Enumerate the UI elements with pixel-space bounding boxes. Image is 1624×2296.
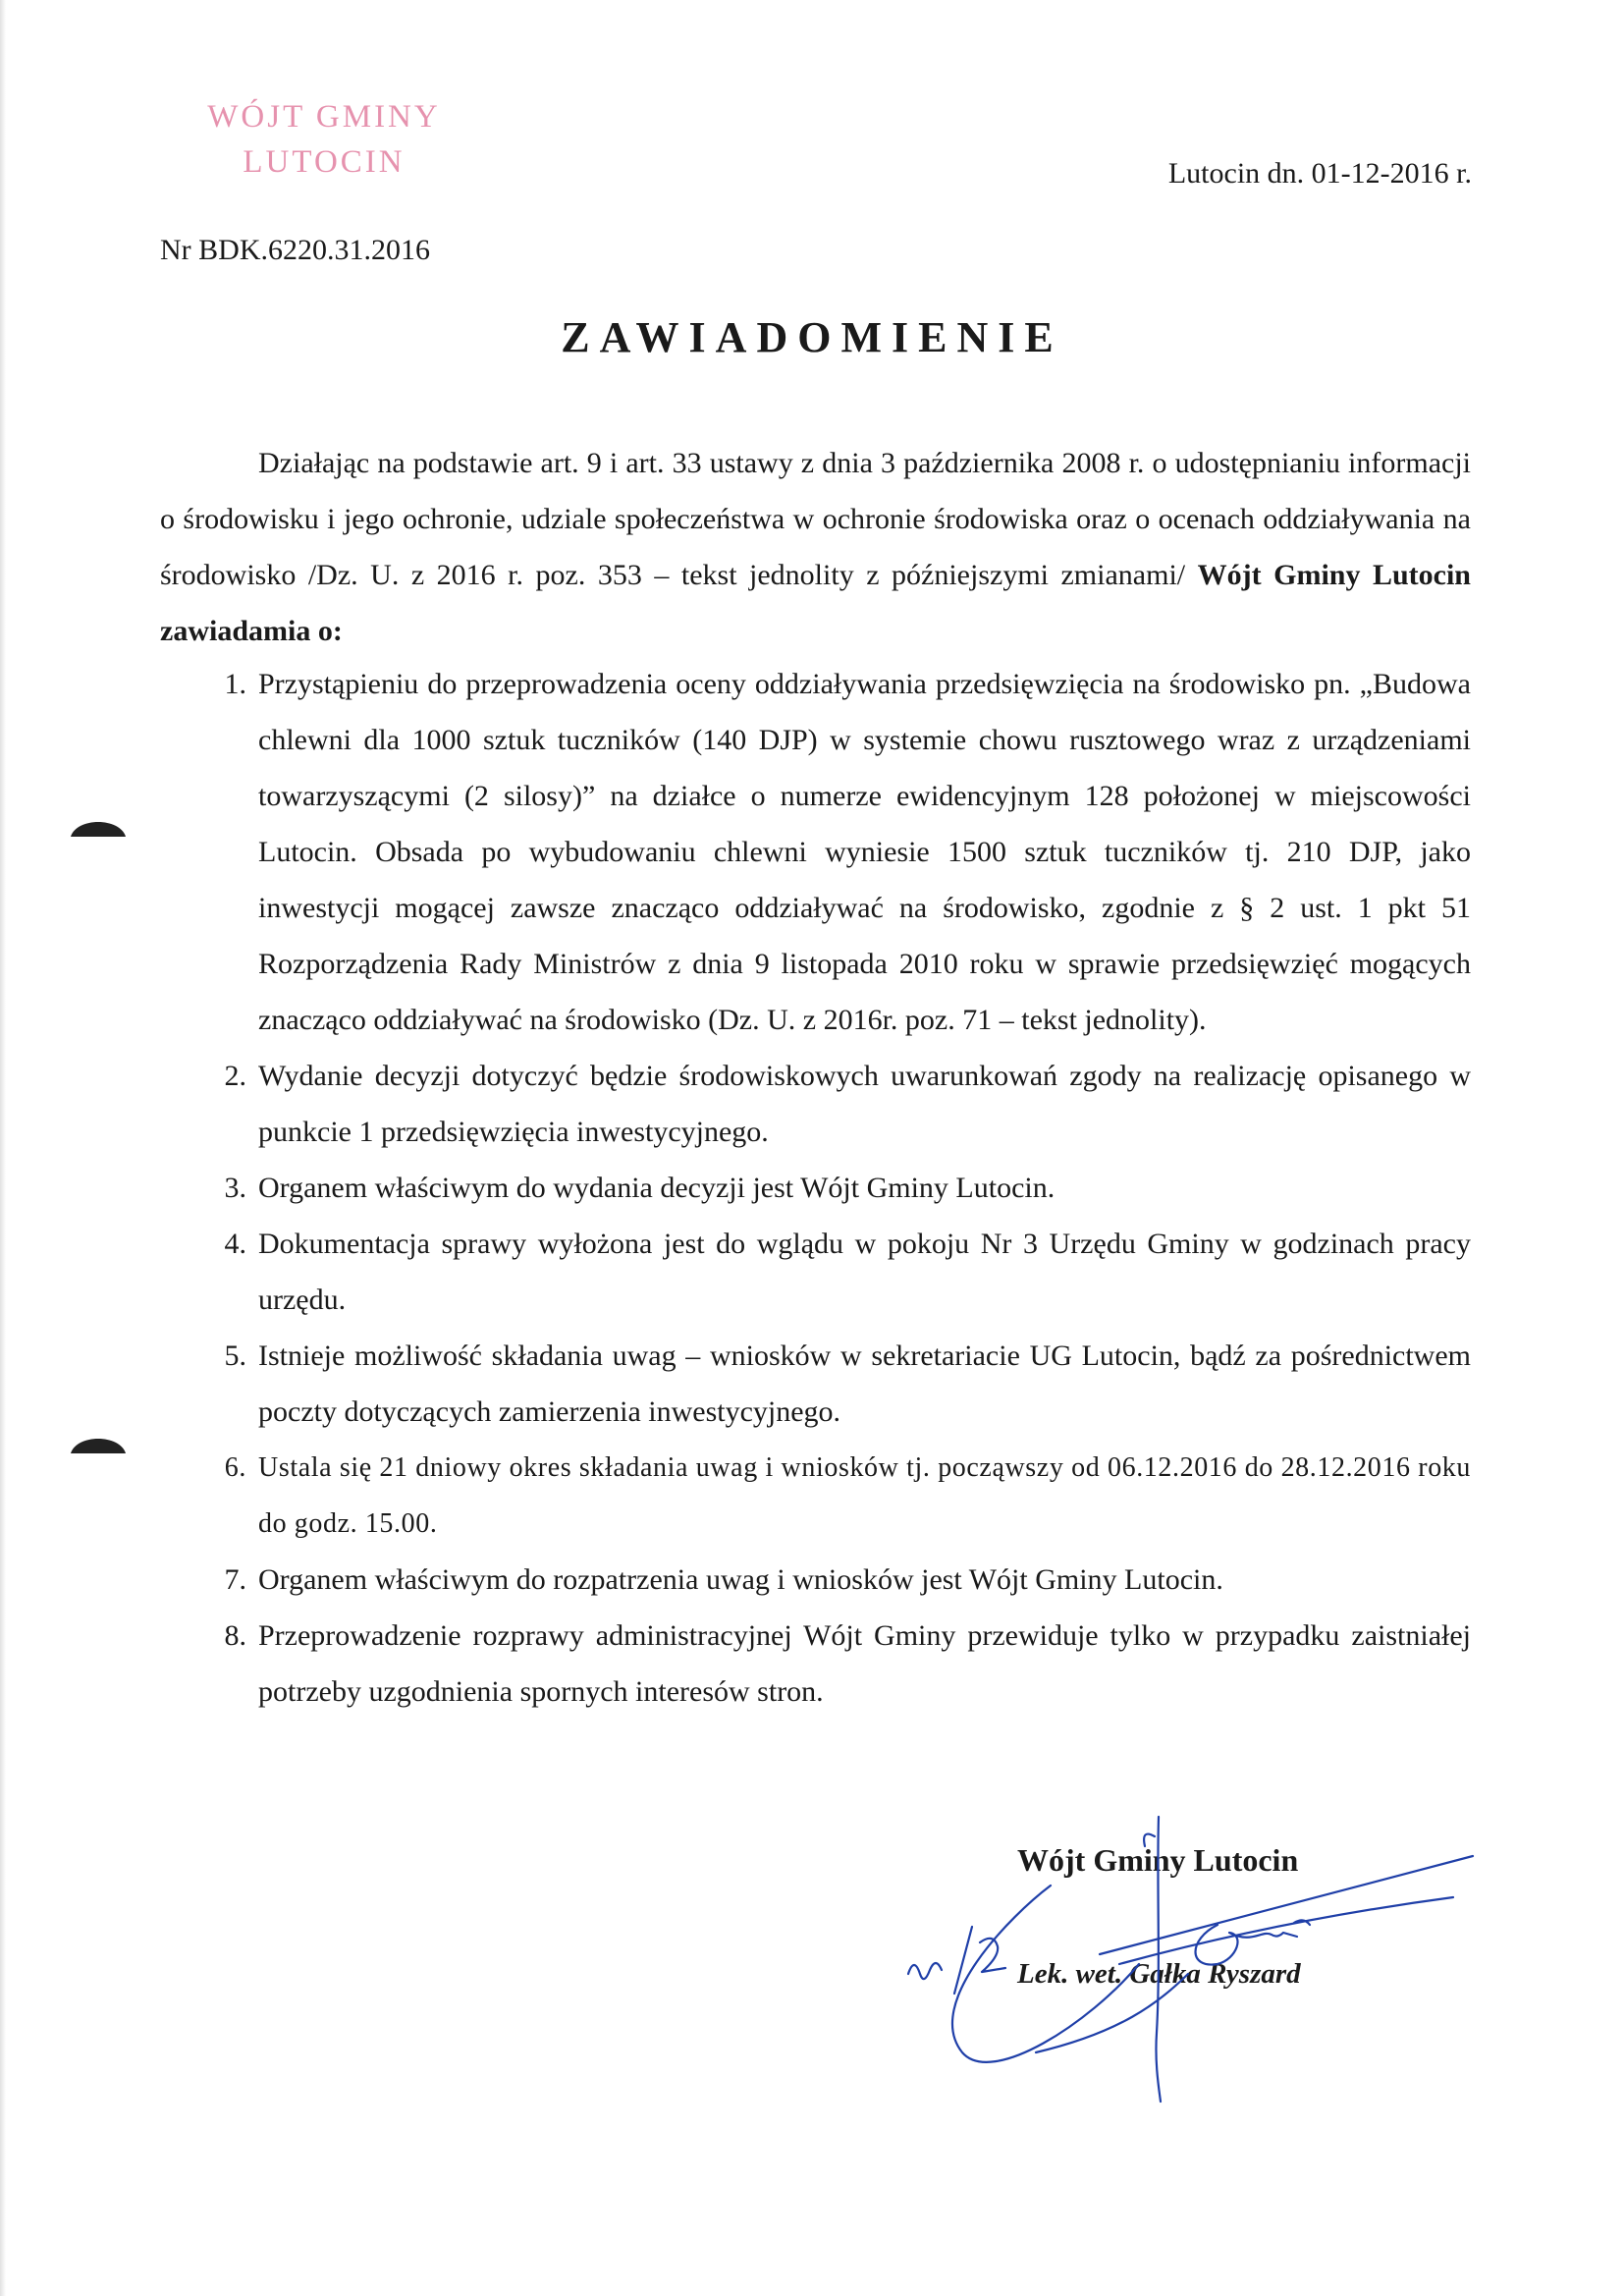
- intro-text: Działając na podstawie art. 9 i art. 33 ustawy z dnia 3 października 2008 r. o udostępnianiu informacji o środowisku i jego ochronie, udziale społeczeństwa w ochronie środowiska oraz o ocenach oddziaływania na środowisko /Dz. U. z 2016 r. poz. 353 – tekst jednolity z późniejszymi zmianami/: [160, 447, 1471, 591]
- item-number: 6.: [224, 1452, 246, 1483]
- list-item: [160, 1552, 1471, 1608]
- list-item: [160, 1048, 1471, 1160]
- item-text: Organem właściwym do wydania decyzji jest Wójt Gminy Lutocin.: [258, 1172, 1056, 1204]
- signatory-name: Lek. wet. Gałka Ryszard: [1017, 1958, 1301, 1990]
- intro-bold: Wójt Gminy Lutocin zawiadamia o:: [160, 559, 1471, 647]
- office-stamp: [157, 94, 491, 185]
- item-number: 4.: [224, 1228, 246, 1260]
- list-item: [160, 656, 1471, 1048]
- stamp-line-1: WÓJT GMINY: [207, 99, 441, 135]
- list-item: [160, 1216, 1471, 1328]
- reference-number: Nr BDK.6220.31.2016: [160, 234, 430, 266]
- item-number: 2.: [224, 1060, 246, 1092]
- notice-items-list: [160, 656, 1471, 1720]
- item-text: Organem właściwym do rozpatrzenia uwag i wniosków jest Wójt Gminy Lutocin.: [258, 1563, 1223, 1596]
- punch-hole-mark: [69, 813, 128, 839]
- item-number: 8.: [224, 1619, 246, 1652]
- list-item: [160, 1328, 1471, 1440]
- list-item: [160, 1608, 1471, 1720]
- item-text: Przystąpieniu do przeprowadzenia oceny oddziaływania przedsięwzięcia na środowisko pn. „Budowa chlewni dla 1000 sztuk tuczników (140 DJP) w systemie chowu rusztowego wraz z urządzeniami towarzyszącymi (2 silosy)” na działce o numerze ewidencyjnym 128 położonej w miejscowości Lutocin. Obsada po wybudowaniu chlewni wyniesie 1500 sztuk tuczników tj. 210 DJP, jako inwestycji mogącej zawsze znacząco oddziaływać na środowisko, zgodnie z § 2 ust. 1 pkt 51 Rozporządzenia Rady Ministrów z dnia 9 listopada 2010 roku w sprawie przedsięwzięć mogących znacząco oddziaływać na środowisko (Dz. U. z 2016r. poz. 71 – tekst jednolity).: [258, 668, 1471, 1036]
- document-title: ZAWIADOMIENIE: [561, 313, 1063, 361]
- item-number: 3.: [224, 1172, 246, 1204]
- item-number: 1.: [224, 668, 246, 700]
- item-text: Wydanie decyzji dotyczyć będzie środowiskowych uwarunkowań zgody na realizację opisanego w punkcie 1 przedsięwzięcia inwestycyjnego.: [258, 1060, 1471, 1148]
- signatory-title: Wójt Gminy Lutocin: [1017, 1842, 1299, 1878]
- item-number: 5.: [224, 1339, 246, 1372]
- item-number: 7.: [224, 1563, 246, 1596]
- item-text: Przeprowadzenie rozprawy administracyjnej Wójt Gminy przewiduje tylko w przypadku zaistniałej potrzeby uzgodnienia spornych interesów stron.: [258, 1619, 1471, 1708]
- list-item: [160, 1440, 1471, 1552]
- item-text: Dokumentacja sprawy wyłożona jest do wglądu w pokoju Nr 3 Urzędu Gminy w godzinach pracy urzędu.: [258, 1228, 1471, 1316]
- handwritten-signature: [864, 1807, 1492, 2111]
- document-date: Lutocin dn. 01-12-2016 r.: [1167, 157, 1472, 190]
- item-text: Istnieje możliwość składania uwag – wniosków w sekretariacie UG Lutocin, bądź za pośrednictwem poczty dotyczących zamierzenia inwestycyjnego.: [258, 1339, 1471, 1428]
- punch-hole-mark: [69, 1430, 128, 1455]
- stamp-line-2: LUTOCIN: [243, 144, 406, 180]
- intro-paragraph: [160, 435, 1471, 659]
- item-text: Ustala się 21 dniowy okres składania uwag i wniosków tj. począwszy od 06.12.2016 do 28.12.2016 roku do godz. 15.00.: [258, 1452, 1471, 1539]
- list-item: [160, 1160, 1471, 1216]
